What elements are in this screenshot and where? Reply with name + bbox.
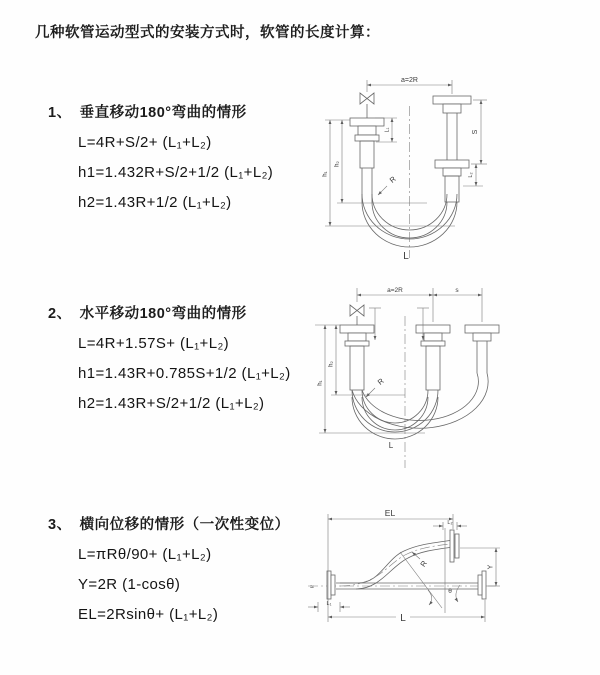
- section-2-heading: [48, 302, 348, 323]
- dim-label-l1: L₁: [326, 601, 332, 607]
- radius-label: R: [387, 174, 398, 185]
- radius-label: R: [418, 558, 429, 569]
- dim-label-y: Y: [487, 564, 495, 570]
- radius-callout: [378, 174, 398, 195]
- angle-label: θ: [448, 588, 452, 595]
- dim-label-h2: h₂: [334, 161, 341, 167]
- dim-label-el: EL: [384, 508, 396, 518]
- diagram-lateral-displacement-s-curve: [300, 495, 600, 655]
- section-2-title: 水平移动180°弯曲的情形: [79, 306, 247, 322]
- dim-label-h1: h₁: [322, 171, 329, 177]
- dimension-h1: [315, 325, 425, 433]
- dimension-h2: [329, 325, 406, 395]
- formula-h1: h1=1.43R+0.785S+1/2 (L₁+L₂): [78, 365, 291, 382]
- hose-u-bends: [352, 373, 488, 439]
- dimension-el: [328, 508, 453, 622]
- radius-callout: [366, 376, 386, 397]
- middle-flange: [416, 325, 450, 390]
- flange-offset-marks: [369, 308, 429, 340]
- formula-y: Y=2R (1-cosθ): [78, 576, 181, 593]
- braided-section: [350, 346, 364, 390]
- formula-h1: h1=1.432R+S/2+1/2 (L₁+L₂): [78, 164, 274, 181]
- dim-label-a2r: a=2R: [387, 287, 403, 294]
- section-3-title: 横向位移的情形（一次性变位）: [79, 517, 290, 533]
- valve-icon: [350, 305, 364, 325]
- centerline-break-mark: ≈: [310, 584, 314, 591]
- dimension-l2: [433, 520, 467, 530]
- dim-label-l2: L₂: [447, 520, 453, 526]
- left-flange: [340, 325, 374, 390]
- dimension-s: [471, 100, 487, 164]
- dim-label-h2: h₂: [328, 361, 335, 367]
- dim-label-a2r: a=2R: [401, 77, 418, 84]
- braided-section: [426, 346, 440, 390]
- diagram-horizontal-movement-u-bend: [305, 278, 600, 473]
- lower-right-flange: [478, 571, 486, 599]
- formula-l: L=πRθ/90+ (L₁+L₂): [78, 546, 212, 563]
- section-horizontal-movement: [48, 302, 348, 419]
- dim-label-l1: L₁: [384, 127, 391, 133]
- length-label: L: [403, 251, 409, 262]
- dimension-l1: [308, 601, 350, 612]
- dimension-h2: [335, 120, 428, 203]
- left-flange: [350, 118, 384, 168]
- valve-icon: [360, 93, 374, 118]
- dimension-a2r: [357, 287, 433, 322]
- section-1-number: 1、: [48, 105, 72, 121]
- length-label: L: [388, 441, 394, 450]
- radius-callout: [412, 552, 429, 569]
- dimension-l: [328, 600, 485, 624]
- section-1-heading: [48, 101, 348, 122]
- formula-l: L=4R+1.57S+ (L₁+L₂): [78, 335, 230, 352]
- section-vertical-movement: [48, 101, 348, 218]
- formula-l: L=4R+S/2+ (L₁+L₂): [78, 134, 212, 151]
- right-flange: [465, 325, 499, 373]
- section-3-number: 3、: [48, 517, 72, 533]
- dimension-h1: [323, 120, 456, 226]
- section-2-number: 2、: [48, 306, 72, 322]
- dim-label-s: s: [455, 287, 459, 294]
- dimension-s: [433, 287, 482, 322]
- dim-label-h1: h₁: [317, 380, 324, 386]
- dim-label-s: S: [472, 129, 479, 135]
- radius-label: R: [375, 376, 386, 387]
- formula-h2: h2=1.43R+1/2 (L₁+L₂): [78, 194, 232, 211]
- formula-el: EL=2Rsinθ+ (L₁+L₂): [78, 606, 219, 623]
- length-label: L: [400, 613, 406, 624]
- dim-label-l2: L₂: [468, 172, 474, 178]
- dimension-a2r: [367, 77, 452, 94]
- upper-right-flange: [450, 530, 459, 562]
- formula-h2: h2=1.43R+S/2+1/2 (L₁+L₂): [78, 395, 265, 412]
- s-curve-hose: [340, 541, 450, 590]
- page-title: 几种软管运动型式的安装方式时，软管的长度计算：: [35, 25, 380, 41]
- section-1-title: 垂直移动180°弯曲的情形: [79, 105, 247, 121]
- braided-section: [360, 141, 374, 168]
- diagram-vertical-movement-u-bend: [315, 72, 590, 262]
